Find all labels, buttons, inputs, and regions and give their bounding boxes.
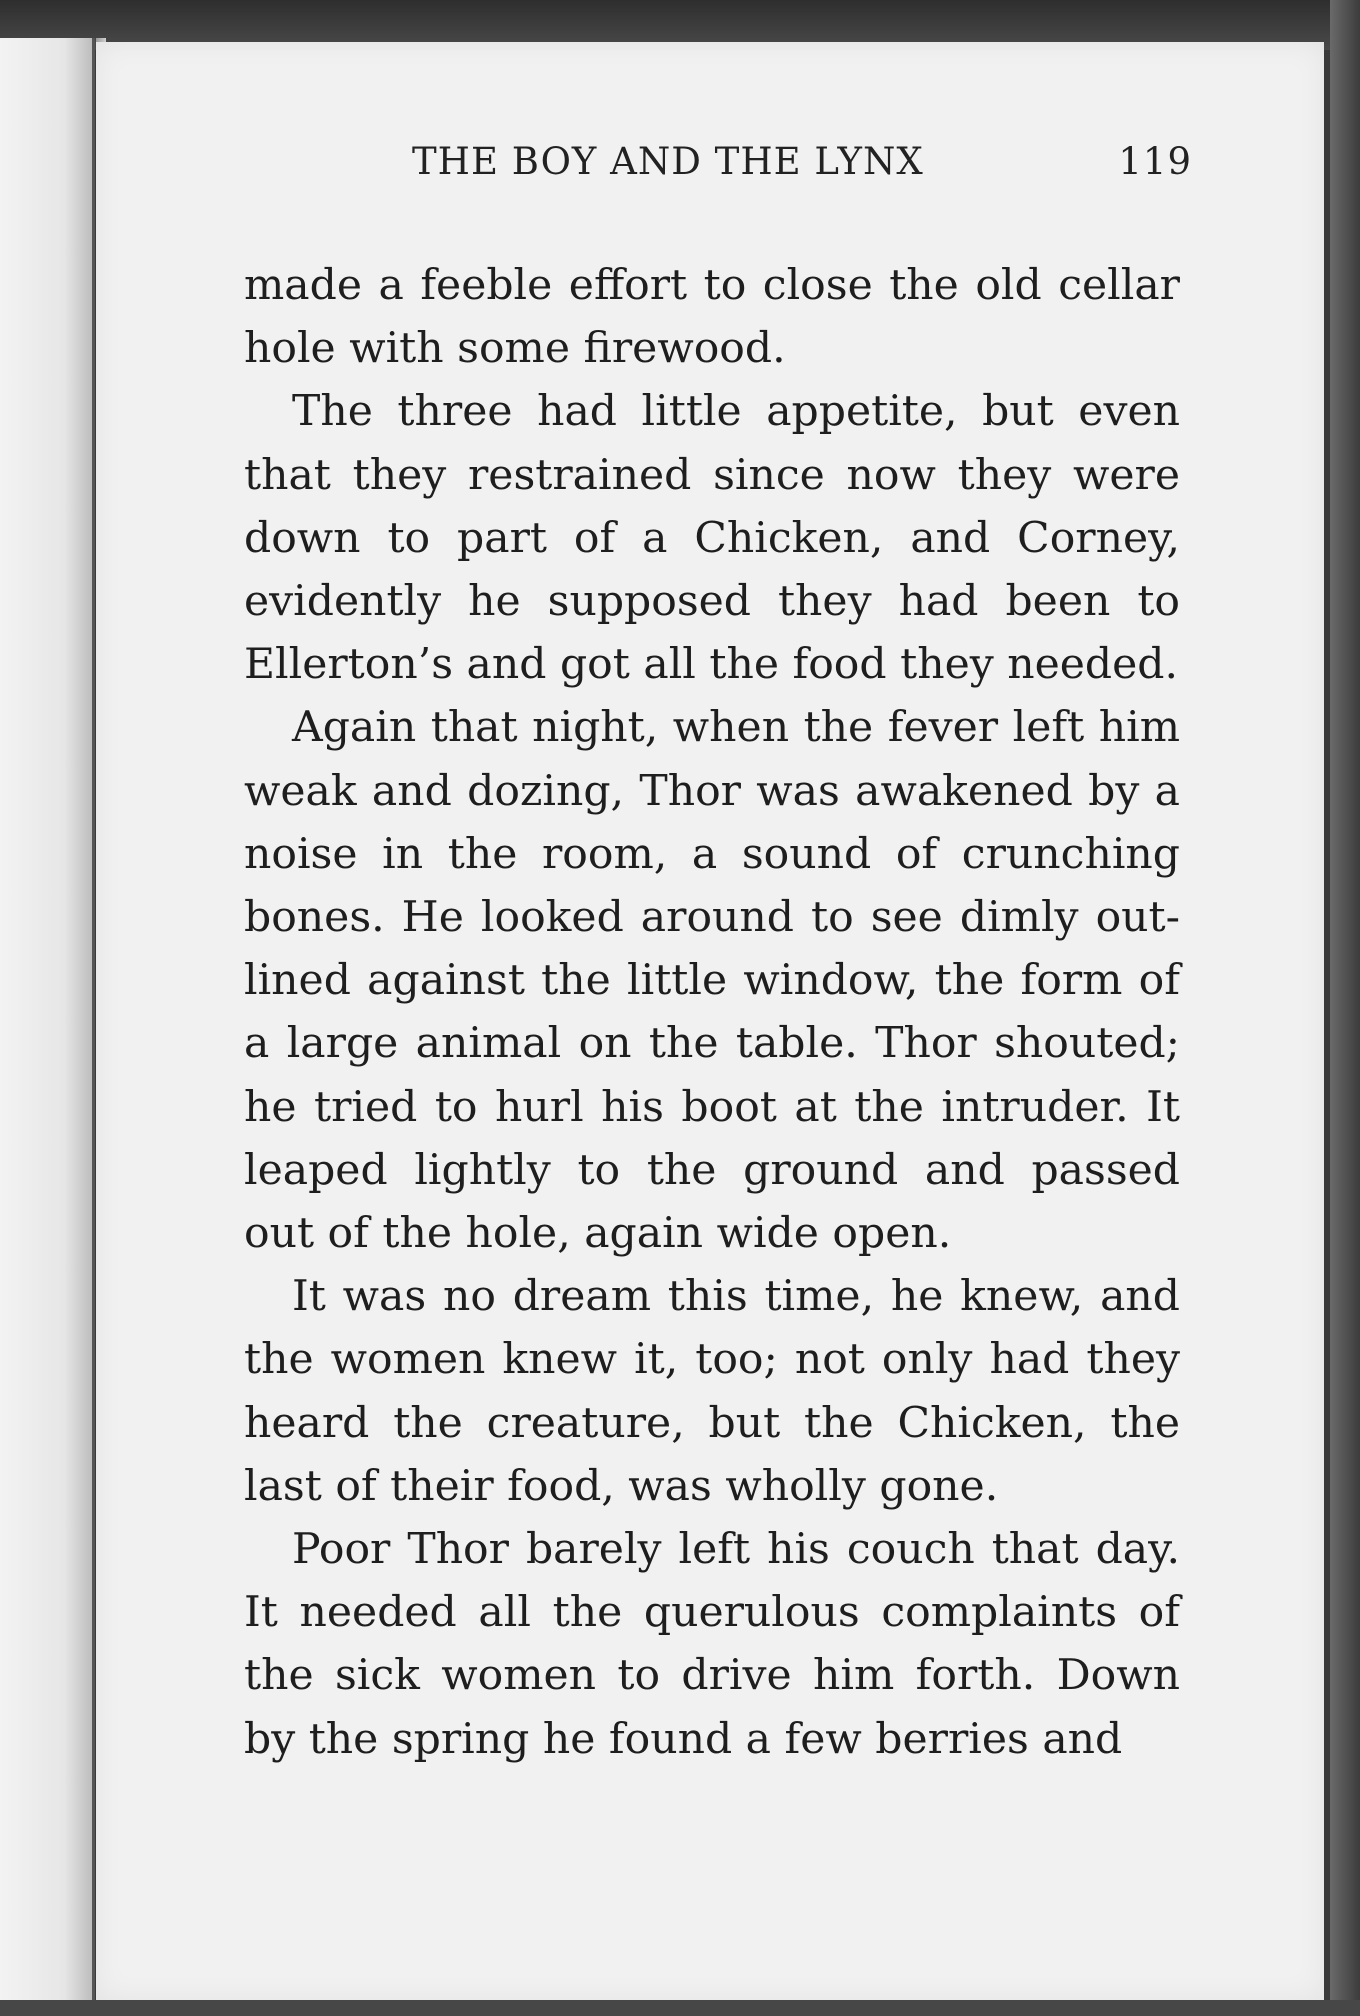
scan-frame-bottom — [0, 2000, 1360, 2016]
scan-frame-right — [1330, 0, 1360, 2016]
facing-page-edge — [0, 38, 95, 2008]
page-number: 119 — [1118, 140, 1192, 183]
paragraph: Poor Thor barely left his couch that day. It needed all the querulous complaints of the sick women to drive him forth. Down by the spring he found a few berries and — [244, 1525, 1180, 1764]
paragraph: Again that night, when the fever left him weak and dozing, Thor was awakened by a noise in the room, a sound of crunching bones. He looked around to see dimly out-lined against the little window, the form of a large animal on the table. Thor shouted; he tried to hurl his boot at the intruder. It leaped lightly to the ground and passed out of the hole, again wide open. — [244, 703, 1180, 1259]
body-text — [244, 254, 1180, 1771]
running-head-title: THE BOY AND THE LYNX — [412, 140, 924, 183]
paragraph: made a feeble effort to close the old cellar hole with some firewood. — [244, 261, 1180, 374]
paragraph: The three had little appetite, but even that they restrained since now they were down to part of a Chicken, and Corney, evidently he supposed they had been to Ellerton’s and got all the food they needed. — [244, 387, 1180, 690]
paragraph: It was no dream this time, he knew, and the women knew it, too; not only had they heard the creature, but the Chicken, the last of their food, was wholly gone. — [244, 1272, 1180, 1511]
running-head — [412, 140, 1192, 200]
